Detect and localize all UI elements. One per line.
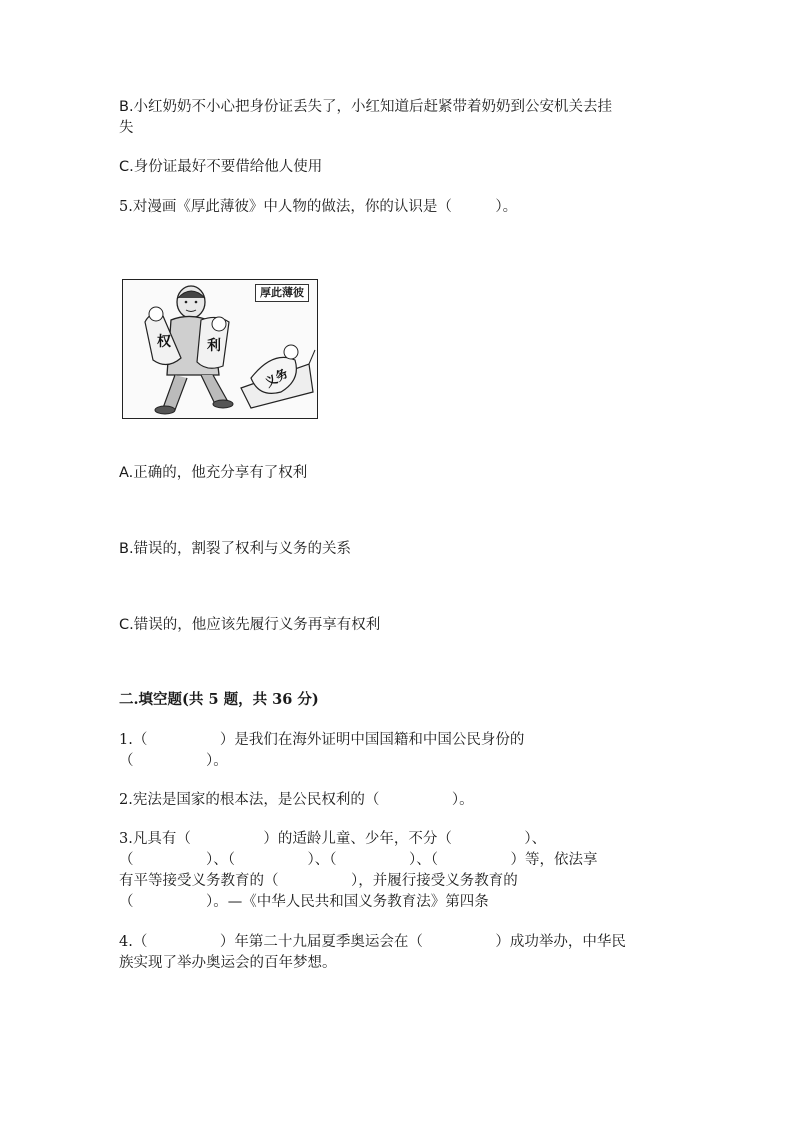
fill-q4-line1: 4.（ ）年第二十九届夏季奥运会在（ ）成功举办，中华民 [119, 934, 626, 950]
fill-q1-line1: 1.（ ）是我们在海外证明中国国籍和中国公民身份的 [119, 732, 525, 748]
q5-stem: 5.对漫画《厚此薄彼》中人物的做法，你的认识是（ ）。 [119, 199, 518, 215]
cartoon-label-left-2: 利 [207, 338, 221, 354]
q5-option-b: B.错误的，割裂了权利与义务的关系 [119, 541, 352, 557]
fill-q4-line2: 族实现了举办奥运会的百年梦想。 [119, 955, 337, 971]
q4-option-b-line2: 失 [119, 120, 134, 136]
fill-q2: 2.宪法是国家的根本法，是公民权利的（ ）。 [119, 792, 474, 808]
fill-q1-line2: （ ）。 [119, 753, 228, 769]
cartoon-label-right: 义务 [262, 365, 291, 391]
fill-q3-line1: 3.凡具有（ ）的适龄儿童、少年，不分（ ）、 [119, 831, 547, 847]
section2-heading: 二.填空题(共 5 题，共 36 分) [119, 691, 319, 708]
q4-option-c: C.身份证最好不要借给他人使用 [119, 159, 323, 175]
cartoon-image [122, 279, 318, 419]
fill-q3-line3: 有平等接受义务教育的（ ），并履行接受义务教育的 [119, 873, 518, 889]
q5-option-a: A.正确的，他充分享有了权利 [119, 465, 308, 481]
cartoon-title: 厚此薄彼 [255, 284, 309, 302]
fill-q3-line2: （ ）、（ ）、（ ）、（ ）等，依法享 [119, 852, 598, 868]
q4-option-b-line1: B.小红奶奶不小心把身份证丢失了，小红知道后赶紧带着奶奶到公安机关去挂 [119, 99, 613, 115]
cartoon-label-left-1: 权 [157, 334, 171, 350]
fill-q3-line4: （ ）。—《中华人民共和国义务教育法》第四条 [119, 894, 489, 910]
q5-option-c: C.错误的，他应该先履行义务再享有权利 [119, 617, 381, 633]
